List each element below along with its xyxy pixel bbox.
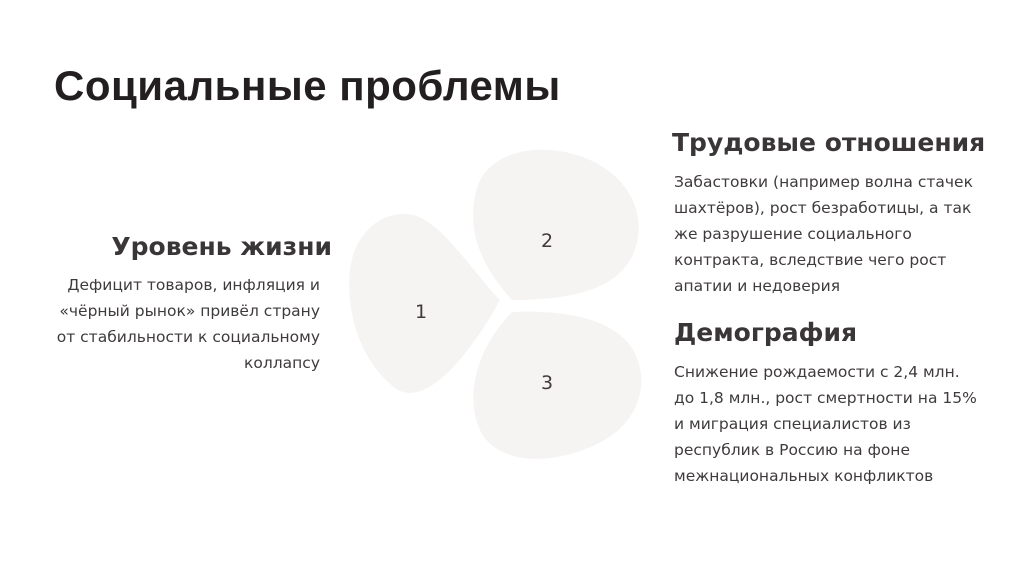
petal-1-label: 1 bbox=[414, 301, 428, 323]
petal-3-label: 3 bbox=[540, 372, 554, 394]
petal-2 bbox=[473, 150, 639, 300]
right-top-description: Забастовки (например волна стачек шахтёров), рост безработицы, а так же разрушение социального контракта, вследствие чего рост апатии и недоверия bbox=[674, 173, 973, 295]
petal-2-label: 2 bbox=[540, 230, 554, 252]
petal-3 bbox=[473, 312, 641, 459]
left-heading: Уровень жизни bbox=[111, 232, 332, 261]
petal-diagram bbox=[340, 140, 660, 470]
right-bottom-heading: Демография bbox=[674, 318, 858, 347]
right-bottom-description: Снижение рождаемости с 2,4 млн. до 1,8 млн., рост смертности на 15% и миграция специалистов из республик в Россию на фоне межнациональных конфликтов bbox=[674, 363, 977, 485]
right-top-heading: Трудовые отношения bbox=[672, 128, 986, 157]
left-description: Дефицит товаров, инфляция и «чёрный рынок» привёл страну от стабильности к социальному коллапсу bbox=[56, 276, 320, 372]
slide-title: Социальные проблемы bbox=[54, 62, 561, 109]
